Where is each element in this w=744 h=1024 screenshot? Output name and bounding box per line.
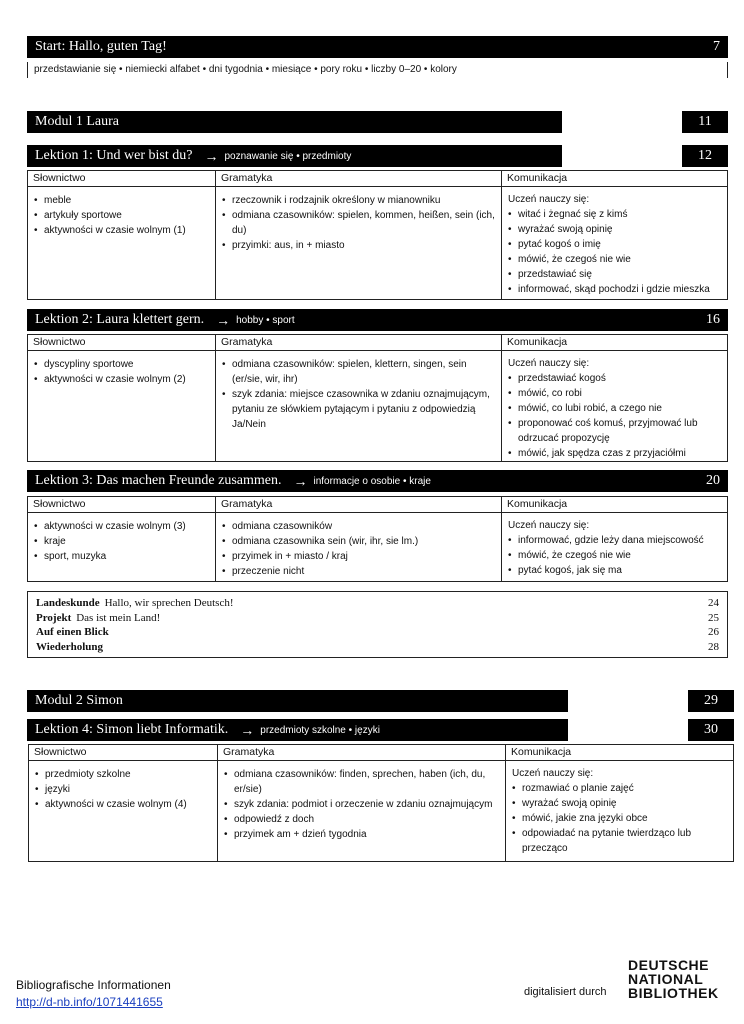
logo-line: NATIONAL	[628, 971, 704, 987]
list-item: • artykuły sportowe	[44, 208, 209, 223]
lesson1-col-slownictwo	[28, 171, 215, 299]
lesson3-title: Lektion 3: Das machen Freunde zusammen.	[35, 473, 282, 488]
list-item: • mówić, co robi	[518, 386, 721, 401]
list-item: • pytać kogoś, jak się ma	[518, 563, 721, 578]
lesson1-col-komunikacja	[501, 171, 727, 299]
lesson4-header	[27, 719, 568, 741]
list-item: • wyrażać swoją opinię	[522, 796, 727, 811]
list-item: • odpowiadać na pytanie twierdząco lub przecząco	[522, 826, 727, 856]
list-item: • odmiana czasowników: spielen, kommen, heißen, sein (ich, du)	[232, 208, 495, 238]
extras-label: Auf einen Blick	[36, 626, 109, 638]
lesson2-table	[27, 334, 728, 462]
lesson3-col-slownictwo	[28, 497, 215, 581]
list-item: • informować, gdzie leży dana miejscowość	[518, 533, 721, 548]
extras-row	[36, 640, 719, 655]
modul1-title: Modul 1 Laura	[35, 114, 119, 129]
extras-page: 28	[708, 640, 719, 653]
extras-row	[36, 625, 719, 640]
header-gramatyka: Gramatyka	[216, 335, 501, 351]
lesson4-col-slownictwo	[29, 745, 217, 861]
list-item: • przedstawiać kogoś	[518, 371, 721, 386]
dnb-link[interactable]: http://d-nb.info/1071441655	[16, 995, 163, 1009]
list-item: • rzeczownik i rodzajnik określony w mianowniku	[232, 193, 495, 208]
lesson2-slownictwo-list	[28, 357, 215, 387]
lesson3-topics: informacje o osobie • kraje	[313, 475, 431, 487]
lesson2-gramatyka-list	[216, 357, 501, 432]
header-gramatyka: Gramatyka	[216, 171, 501, 187]
lesson4-page: 30	[688, 719, 734, 741]
extras-label: Landeskunde	[36, 597, 100, 609]
extras-box	[27, 591, 728, 658]
list-item: • odpowiedź z doch	[234, 812, 499, 827]
lesson3-komunikacja-list	[502, 533, 727, 578]
list-item: • witać i żegnać się z kimś	[518, 207, 721, 222]
extras-page: 24	[708, 597, 719, 609]
lesson4-komunikacja-list	[506, 781, 733, 856]
list-item: • odmiana czasownika sein (wir, ihr, sie lm.)	[232, 534, 495, 549]
list-item: • wyrażać swoją opinię	[518, 222, 721, 237]
lesson2-komunikacja-list	[502, 371, 727, 461]
list-item: • przeczenie nicht	[232, 564, 495, 579]
list-item: • przyimek in + miasto / kraj	[232, 549, 495, 564]
list-item: • języki	[45, 782, 211, 797]
logo-line: BIBLIOTHEK	[628, 985, 719, 1001]
list-item: • przyimek am + dzień tygodnia	[234, 827, 499, 842]
arrow-right-icon: →	[216, 312, 231, 328]
start-title: Start: Hallo, guten Tag!	[35, 39, 167, 54]
lesson1-gramatyka-list	[216, 193, 501, 253]
list-item: • informować, skąd pochodzi i gdzie mieszka	[518, 282, 721, 297]
komunikacja-intro: Uczeń nauczy się:	[508, 520, 590, 531]
list-item: • aktywności w czasie wolnym (4)	[45, 797, 211, 812]
list-item: • mówić, jakie zna języki obce	[522, 811, 727, 826]
list-item: • aktywności w czasie wolnym (2)	[44, 372, 209, 387]
lesson1-topics: poznawanie się • przedmioty	[224, 150, 352, 162]
list-item: • odmiana czasowników: finden, sprechen, haben (ich, du, er/sie)	[234, 767, 499, 797]
header-komunikacja: Komunikacja	[502, 335, 727, 351]
komunikacja-intro: Uczeń nauczy się:	[512, 768, 594, 779]
extras-text: Hallo, wir sprechen Deutsch!	[104, 597, 234, 609]
lesson3-header	[27, 470, 728, 492]
list-item: • szyk zdania: miejsce czasownika w zdaniu oznajmującym, pytaniu ze słówkiem pytającym i pytaniu z odpowiedzią Ja/Nein	[232, 387, 495, 432]
lesson3-table	[27, 496, 728, 582]
arrow-right-icon: →	[240, 722, 255, 738]
extras-label: Projekt	[36, 611, 72, 624]
extras-page: 25	[708, 611, 719, 624]
modul1-header	[27, 111, 562, 133]
lesson4-gramatyka-list	[218, 767, 505, 842]
komunikacja-intro: Uczeń nauczy się:	[508, 358, 590, 369]
lesson4-topics: przedmioty szkolne • języki	[260, 724, 380, 736]
header-slownictwo: Słownictwo	[29, 745, 217, 761]
lesson4-slownictwo-list	[29, 767, 217, 812]
lesson4-title: Lektion 4: Simon liebt Informatik.	[35, 722, 229, 737]
list-item: • aktywności w czasie wolnym (3)	[44, 519, 209, 534]
list-item: • meble	[44, 193, 209, 208]
list-item: • przedstawiać się	[518, 267, 721, 282]
modul2-title: Modul 2 Simon	[35, 693, 123, 708]
lesson3-col-komunikacja	[501, 497, 727, 581]
header-komunikacja: Komunikacja	[502, 497, 727, 513]
header-komunikacja: Komunikacja	[506, 745, 733, 761]
komunikacja-intro: Uczeń nauczy się:	[508, 194, 590, 205]
lesson1-komunikacja-list	[502, 207, 727, 297]
modul2-page: 29	[688, 690, 734, 712]
lesson1-header	[27, 145, 562, 167]
extras-text: Das ist mein Land!	[76, 611, 161, 624]
header-slownictwo: Słownictwo	[28, 497, 215, 513]
lesson2-col-slownictwo	[28, 335, 215, 461]
lesson1-page: 12	[682, 145, 728, 167]
arrow-right-icon: →	[204, 148, 219, 164]
logo-line: DEUTSCHE	[628, 957, 710, 973]
list-item: • proponować coś komuś, przyjmować lub odrzucać propozycję	[518, 416, 721, 446]
list-item: • rozmawiać o planie zajęć	[522, 781, 727, 796]
header-slownictwo: Słownictwo	[28, 335, 215, 351]
list-item: • sport, muzyka	[44, 549, 209, 564]
extras-label: Wiederholung	[36, 640, 104, 653]
lesson4-col-komunikacja	[505, 745, 733, 861]
modul2-header	[27, 690, 568, 712]
extras-row	[36, 611, 719, 626]
lesson1-col-gramatyka	[215, 171, 501, 299]
dnb-logo	[628, 958, 728, 1000]
lesson1-title: Lektion 1: Und wer bist du?	[35, 148, 193, 163]
header-gramatyka: Gramatyka	[216, 497, 501, 513]
header-komunikacja: Komunikacja	[502, 171, 727, 187]
list-item: • aktywności w czasie wolnym (1)	[44, 223, 209, 238]
modul1-page: 11	[682, 111, 728, 133]
list-item: • mówić, że czegoś nie wie	[518, 548, 721, 563]
lesson2-col-gramatyka	[215, 335, 501, 461]
list-item: • kraje	[44, 534, 209, 549]
list-item: • dyscypliny sportowe	[44, 357, 209, 372]
lesson2-topics: hobby • sport	[236, 314, 295, 326]
list-item: • mówić, że czegoś nie wie	[518, 252, 721, 267]
lesson2-header	[27, 309, 728, 331]
lesson1-slownictwo-list	[28, 193, 215, 238]
list-item: • mówić, co lubi robić, a czego nie	[518, 401, 721, 416]
list-item: • szyk zdania: podmiot i orzeczenie w zdaniu oznajmującym	[234, 797, 499, 812]
lesson3-page: 20	[706, 473, 720, 488]
lesson3-slownictwo-list	[28, 519, 215, 564]
lesson3-gramatyka-list	[216, 519, 501, 579]
lesson4-col-gramatyka	[217, 745, 505, 861]
digitalisiert-label: digitalisiert durch	[524, 986, 607, 998]
list-item: • odmiana czasowników: spielen, klettern, singen, sein (er/sie, wir, ihr)	[232, 357, 495, 387]
header-slownictwo: Słownictwo	[28, 171, 215, 187]
lesson3-col-gramatyka	[215, 497, 501, 581]
header-gramatyka: Gramatyka	[218, 745, 505, 761]
start-header	[27, 36, 728, 58]
list-item: • pytać kogoś o imię	[518, 237, 721, 252]
list-item: • przedmioty szkolne	[45, 767, 211, 782]
start-topics: przedstawianie się • niemiecki alfabet • dni tygodnia • miesiące • pory roku • liczby 0–20 • kolory	[27, 62, 728, 78]
list-item: • przyimki: aus, in + miasto	[232, 238, 495, 253]
list-item: • mówić, jak spędza czas z przyjaciółmi	[518, 446, 721, 461]
list-item: • odmiana czasowników	[232, 519, 495, 534]
lesson2-page: 16	[706, 312, 720, 327]
lesson4-table	[28, 744, 734, 862]
biblio-label: Bibliografische Informationen	[16, 978, 171, 992]
lesson2-title: Lektion 2: Laura klettert gern.	[35, 312, 205, 327]
extras-row	[36, 596, 719, 611]
extras-page: 26	[708, 626, 719, 638]
start-page: 7	[713, 39, 720, 54]
lesson1-table	[27, 170, 728, 300]
lesson2-col-komunikacja	[501, 335, 727, 461]
arrow-right-icon: →	[293, 473, 308, 489]
